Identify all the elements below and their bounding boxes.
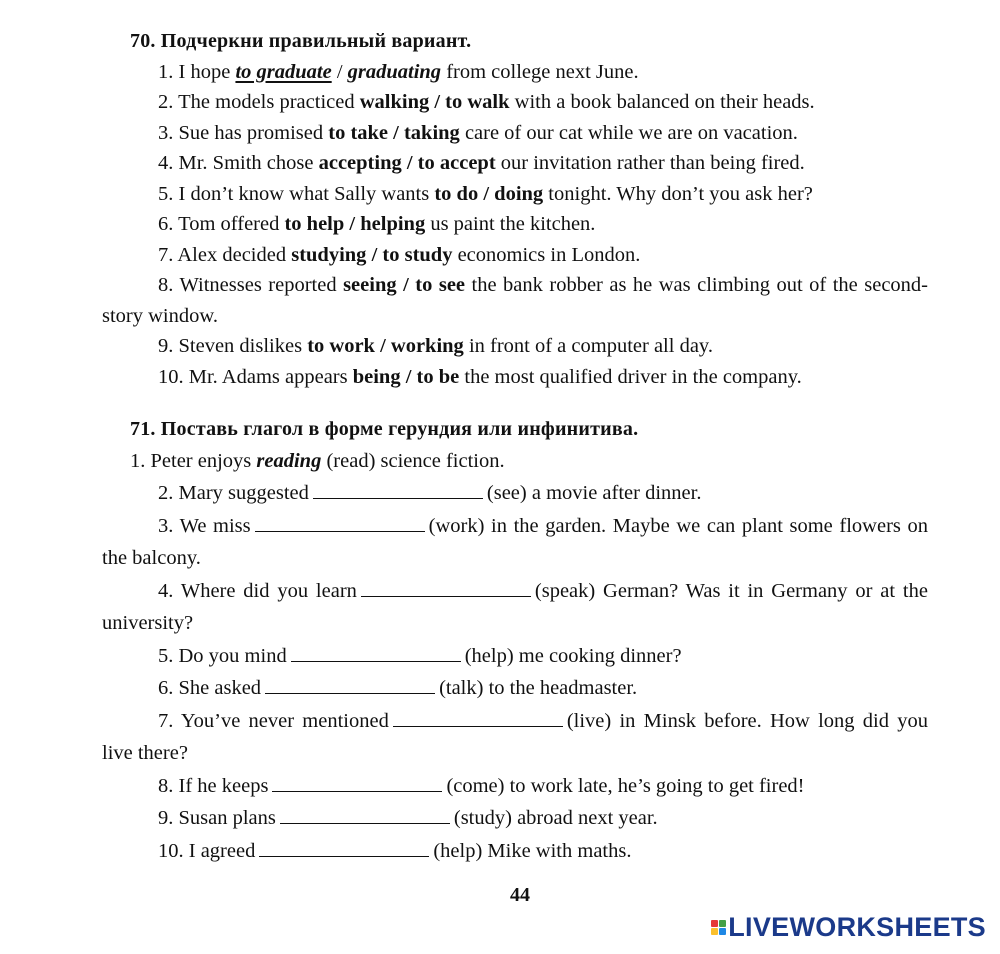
answer-blank[interactable] bbox=[291, 660, 461, 662]
item-number: 6. bbox=[158, 213, 174, 235]
item-number: 9. bbox=[158, 807, 174, 829]
item-text-after: (talk) to the headmaster. bbox=[439, 677, 638, 699]
option-2[interactable]: helping bbox=[360, 213, 426, 235]
item-number: 8. bbox=[158, 274, 174, 296]
option-separator: / bbox=[366, 243, 383, 266]
item-text-after: (help) Mike with maths. bbox=[433, 839, 632, 862]
answer-blank[interactable] bbox=[272, 790, 442, 792]
item-text-before: I hope bbox=[178, 60, 236, 83]
item-text-before: She asked bbox=[178, 677, 262, 699]
answer-blank[interactable] bbox=[280, 822, 450, 824]
option-separator: / bbox=[374, 335, 391, 357]
item-number: 10. bbox=[158, 839, 184, 862]
list-item bbox=[102, 672, 928, 705]
option-2[interactable]: doing bbox=[494, 182, 544, 205]
item-number: 9. bbox=[158, 335, 174, 357]
page-number: 44 bbox=[510, 884, 530, 906]
item-number: 2. bbox=[158, 482, 174, 504]
item-text-after: from college next June. bbox=[441, 60, 639, 83]
answer-blank[interactable] bbox=[361, 595, 531, 597]
list-item bbox=[102, 148, 928, 179]
item-number: 5. bbox=[158, 644, 174, 667]
item-number: 4. bbox=[158, 152, 174, 174]
list-item bbox=[102, 209, 928, 240]
option-2[interactable]: taking bbox=[403, 121, 460, 144]
item-text-before: Steven dislikes bbox=[178, 335, 308, 357]
option-separator: / bbox=[388, 121, 404, 144]
answer-blank[interactable] bbox=[255, 530, 425, 532]
list-item bbox=[102, 87, 928, 118]
exercise-71-list bbox=[102, 477, 928, 867]
logo-mark-icon bbox=[711, 920, 726, 935]
list-item bbox=[102, 705, 928, 770]
item-number: 1. bbox=[158, 60, 174, 83]
answer-blank[interactable] bbox=[393, 725, 563, 727]
answer-blank[interactable] bbox=[313, 497, 483, 499]
item-text-after: economics in London. bbox=[452, 243, 641, 266]
option-1[interactable]: to help bbox=[284, 213, 345, 235]
list-item bbox=[102, 118, 928, 149]
item-text-before: Sue has promised bbox=[178, 121, 329, 144]
item-text-after: (read) science fiction. bbox=[321, 449, 505, 472]
item-text-before: Do you mind bbox=[178, 644, 287, 667]
option-1[interactable]: being bbox=[352, 365, 401, 388]
exercise-71 bbox=[102, 414, 928, 867]
option-1[interactable]: seeing bbox=[343, 274, 397, 296]
option-1[interactable]: to work bbox=[307, 335, 375, 357]
example-answer: reading bbox=[256, 449, 322, 472]
logo-text: LIVEWORKSHEETS bbox=[728, 912, 986, 942]
option-2[interactable]: to accept bbox=[417, 152, 496, 174]
exercise-70 bbox=[102, 26, 928, 392]
answer-blank[interactable] bbox=[259, 855, 429, 857]
item-text-before: Mr. Adams appears bbox=[188, 365, 353, 388]
item-text-before: Alex decided bbox=[177, 243, 292, 266]
option-separator: / bbox=[344, 213, 361, 235]
exercise-71-title: 71. Поставь глагол в форме герундия или инфинитива. bbox=[130, 418, 639, 440]
liveworksheets-logo bbox=[711, 912, 986, 943]
option-2[interactable]: to be bbox=[416, 365, 460, 388]
item-text-before: Mr. Smith chose bbox=[178, 152, 319, 174]
option-1[interactable]: to graduate bbox=[235, 60, 332, 83]
item-number: 3. bbox=[158, 514, 174, 537]
list-item bbox=[102, 640, 928, 673]
option-separator: / bbox=[478, 182, 495, 205]
item-text-before: You’ve never mentioned bbox=[180, 709, 389, 732]
item-text-after: the bank robber as he was climbing out of the second-story window. bbox=[102, 274, 929, 327]
option-2[interactable]: to study bbox=[382, 243, 453, 266]
list-item bbox=[102, 770, 928, 803]
item-number: 4. bbox=[158, 579, 174, 602]
item-number: 5. bbox=[158, 182, 174, 205]
item-text-after: us paint the kitchen. bbox=[425, 213, 596, 235]
list-item bbox=[102, 575, 928, 640]
list-item bbox=[102, 331, 928, 362]
option-2[interactable]: to see bbox=[415, 274, 466, 296]
item-text-after: with a book balanced on their heads. bbox=[509, 91, 815, 113]
list-item bbox=[102, 477, 928, 510]
item-text-after: (help) me cooking dinner? bbox=[464, 644, 682, 667]
item-text-after: tonight. Why don’t you ask her? bbox=[543, 182, 813, 205]
list-item bbox=[102, 270, 928, 331]
option-2[interactable]: working bbox=[390, 335, 464, 357]
option-2[interactable]: graduating bbox=[347, 60, 442, 83]
item-text-before: The models practiced bbox=[178, 91, 360, 113]
item-text-before: Mary suggested bbox=[178, 482, 309, 504]
item-text-after: (study) abroad next year. bbox=[453, 807, 658, 829]
list-item bbox=[102, 362, 928, 393]
item-text-after: care of our cat while we are on vacation. bbox=[459, 121, 798, 144]
option-separator: / bbox=[429, 91, 446, 113]
option-separator: / bbox=[401, 152, 418, 174]
item-number: 3. bbox=[158, 121, 174, 144]
item-text-before: We miss bbox=[179, 514, 251, 537]
option-1[interactable]: studying bbox=[291, 243, 367, 266]
item-text-before: Witnesses reported bbox=[179, 274, 344, 296]
exercise-70-list bbox=[102, 57, 928, 393]
item-number: 10. bbox=[158, 365, 184, 388]
option-1[interactable]: walking bbox=[359, 91, 430, 113]
option-2[interactable]: to walk bbox=[445, 91, 510, 113]
option-1[interactable]: to take bbox=[328, 121, 389, 144]
item-text-before: Susan plans bbox=[178, 807, 276, 829]
item-number: 7. bbox=[158, 243, 174, 266]
item-number: 2. bbox=[158, 91, 174, 113]
item-text-before: If he keeps bbox=[178, 774, 269, 797]
item-number: 1. bbox=[130, 449, 146, 472]
item-text-after: in front of a computer all day. bbox=[463, 335, 713, 357]
item-text-after: (see) a movie after dinner. bbox=[486, 482, 702, 504]
item-number: 8. bbox=[158, 774, 174, 797]
list-item bbox=[102, 57, 928, 88]
item-text-before: I don’t know what Sally wants bbox=[178, 182, 435, 205]
exercise-70-title: 70. Подчеркни правильный вариант. bbox=[130, 30, 472, 52]
option-1[interactable]: to do bbox=[434, 182, 479, 205]
list-item bbox=[102, 835, 928, 868]
item-text-after: the most qualified driver in the company. bbox=[459, 365, 802, 388]
list-item bbox=[102, 510, 928, 575]
item-text-after: (work) in the garden. Maybe we can plant some flowers on the balcony. bbox=[102, 514, 928, 569]
option-separator: / bbox=[400, 365, 417, 388]
item-text-before: I agreed bbox=[188, 839, 256, 862]
option-1[interactable]: accepting bbox=[318, 152, 402, 174]
answer-blank[interactable] bbox=[265, 692, 435, 694]
list-item bbox=[102, 240, 928, 271]
option-separator: / bbox=[331, 60, 348, 83]
option-separator: / bbox=[396, 274, 416, 296]
item-text-after: (come) to work late, he’s going to get fired! bbox=[446, 774, 805, 797]
item-text-before: Where did you learn bbox=[180, 579, 357, 602]
item-text-after: our invitation rather than being fired. bbox=[495, 152, 805, 174]
item-number: 6. bbox=[158, 677, 174, 699]
item-text-before: Tom offered bbox=[178, 213, 285, 235]
item-number: 7. bbox=[158, 709, 174, 732]
exercise-71-example bbox=[102, 445, 928, 478]
item-text-before: Peter enjoys bbox=[150, 449, 257, 472]
item-text-after: (speak) German? Was it in Germany or at the university? bbox=[102, 579, 928, 634]
worksheet-content bbox=[102, 26, 928, 867]
item-text-after: (live) in Minsk before. How long did you live there? bbox=[102, 709, 928, 764]
list-item bbox=[102, 802, 928, 835]
list-item bbox=[102, 179, 928, 210]
